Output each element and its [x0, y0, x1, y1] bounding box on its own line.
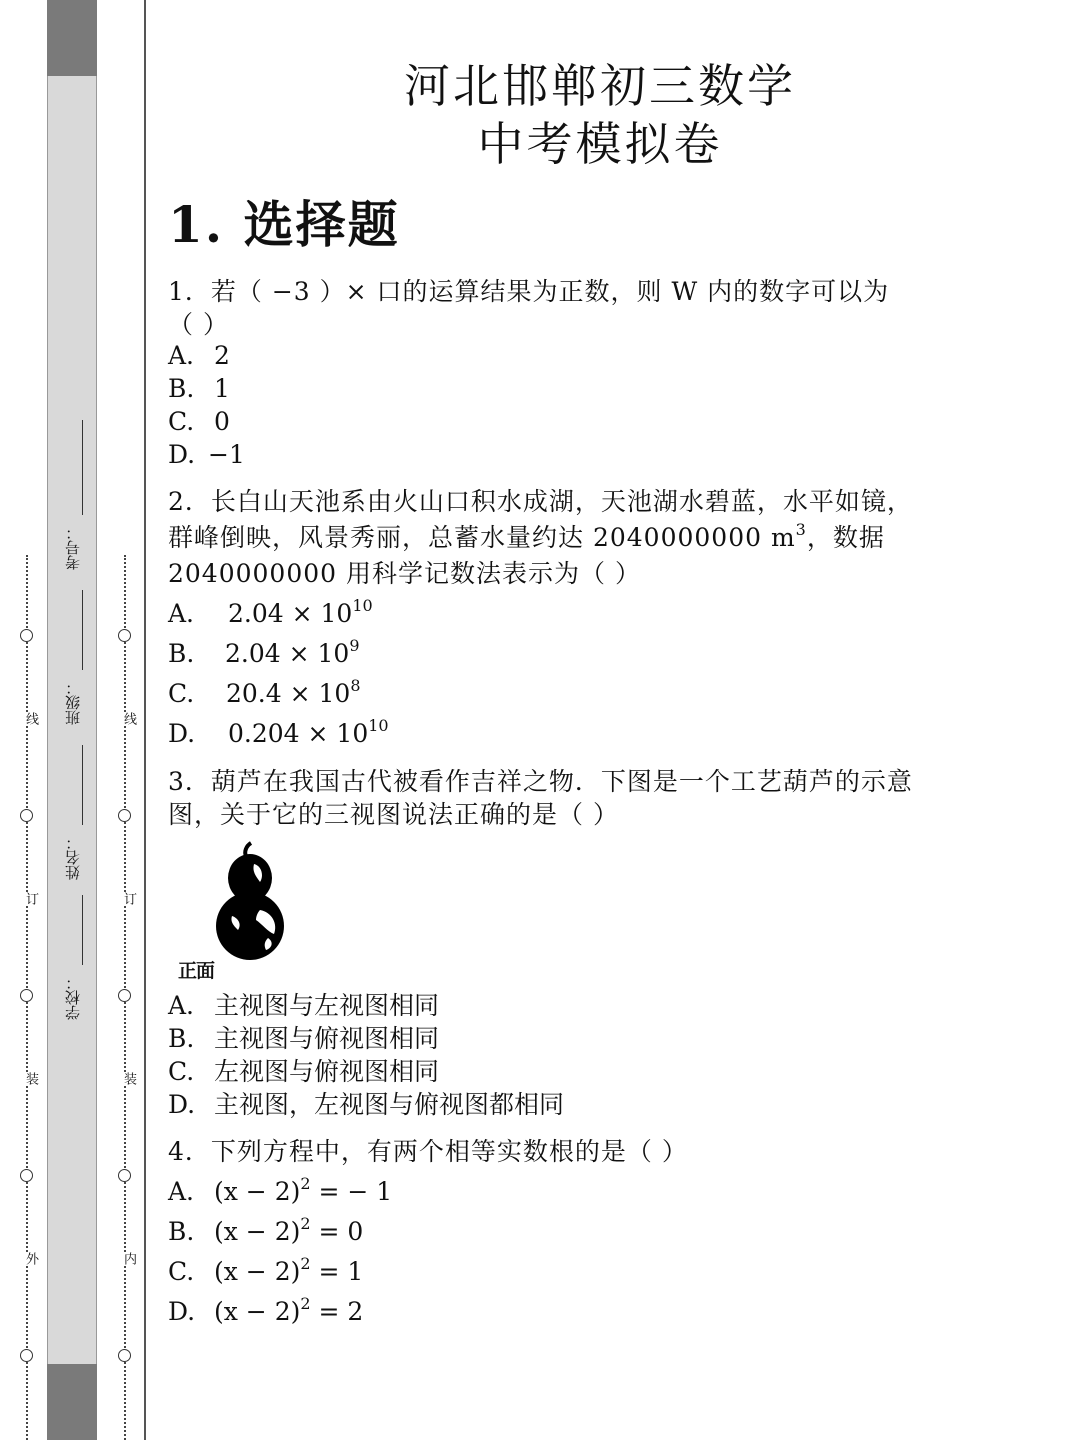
option-4a[interactable]: [168, 1173, 393, 1208]
option-4d[interactable]: [168, 1293, 364, 1328]
seal-char-outer: 线: [16, 712, 38, 725]
exponent: 9: [349, 635, 360, 655]
option-letter: A.: [168, 991, 195, 1020]
option-value: 2: [214, 341, 230, 370]
question-text: 若（ −3 ）× 口的运算结果为正数，则 W 内的数字可以为（ ）: [168, 277, 890, 339]
option-value: 主视图与俯视图相同: [214, 1024, 440, 1053]
seal-ring: [20, 1349, 33, 1362]
class-label: 班级：: [64, 680, 82, 725]
class-line[interactable]: [82, 590, 83, 670]
exponent: 2: [300, 1213, 311, 1233]
exam-number-label: 考号：: [64, 525, 82, 570]
page-subtitle: 中考模拟卷: [477, 117, 723, 171]
option-4b[interactable]: [168, 1213, 364, 1248]
question-text: 下列方程中，有两个相等实数根的是（ ）: [210, 1137, 688, 1166]
option-3a[interactable]: [168, 990, 439, 1022]
option-value: 0: [214, 407, 230, 436]
seal-char-outer: 外: [16, 1252, 38, 1265]
option-value: = 0: [310, 1217, 364, 1246]
binding-bar-top: [47, 0, 97, 76]
question-1: [168, 275, 913, 341]
gourd-figure: [172, 840, 292, 980]
option-letter: D.: [168, 719, 196, 748]
seal-ring: [118, 629, 131, 642]
question-text: 长白山天池系由火山口积水成湖，天池湖水碧蓝，水平如镜，群峰倒映，风景秀丽，总蓄水量约达 2040000000 m: [168, 487, 913, 552]
option-value: 0.204 × 10: [228, 719, 369, 748]
option-value: −1: [208, 440, 245, 469]
question-number: 1．: [168, 277, 211, 306]
option-value: 主视图，左视图与俯视图都相同: [214, 1090, 565, 1119]
exponent: 2: [300, 1173, 311, 1193]
option-value: = − 1: [310, 1177, 393, 1206]
exponent: 10: [352, 595, 373, 615]
exam-number-line[interactable]: [82, 420, 83, 515]
seal-ring: [118, 1169, 131, 1182]
exponent: 2: [300, 1293, 311, 1313]
question-number: 2．: [168, 487, 211, 516]
seal-ring: [20, 989, 33, 1002]
figure-label: 正面: [178, 960, 215, 982]
page-edge-line: [144, 0, 146, 1440]
school-line[interactable]: [82, 895, 83, 965]
option-3c[interactable]: [168, 1056, 439, 1088]
seal-ring: [20, 809, 33, 822]
option-letter: C.: [168, 679, 195, 708]
page-title: 河北邯郸初三数学: [404, 59, 796, 113]
question-text: ，数据 2040000000 用科学记数法表示为（ ）: [168, 523, 885, 588]
option-3d[interactable]: [168, 1089, 564, 1121]
question-3: [168, 765, 913, 831]
option-letter: B.: [168, 1024, 195, 1053]
option-value: 2.04 × 10: [228, 599, 353, 628]
question-text: 葫芦在我国古代被看作吉祥之物．下图是一个工艺葫芦的示意图，关于它的三视图说法正确的是（ ）: [168, 767, 913, 829]
option-letter: D.: [168, 1090, 196, 1119]
question-number: 3．: [168, 767, 211, 796]
seal-char-inner: 订: [114, 892, 136, 905]
seal-char-outer: 订: [16, 892, 38, 905]
option-1d[interactable]: [168, 439, 245, 471]
seal-ring: [118, 989, 131, 1002]
name-line[interactable]: [82, 745, 83, 825]
option-2d[interactable]: [168, 715, 389, 750]
option-value: 20.4 × 10: [226, 679, 351, 708]
option-letter: A.: [168, 1177, 195, 1206]
exponent: 2: [300, 1253, 311, 1273]
binding-margin: [0, 0, 146, 1440]
option-value: = 2: [310, 1297, 364, 1326]
question-number: 4．: [168, 1137, 211, 1166]
seal-ring: [20, 629, 33, 642]
option-letter: C.: [168, 407, 195, 436]
option-letter: B.: [168, 639, 195, 668]
exponent: 8: [350, 675, 361, 695]
option-letter: B.: [168, 1217, 195, 1246]
option-letter: B.: [168, 374, 195, 403]
option-value: (x − 2): [214, 1297, 301, 1326]
option-value: 1: [214, 374, 230, 403]
option-1b[interactable]: [168, 373, 230, 405]
question-2: [168, 484, 913, 592]
superscript: 3: [795, 519, 807, 539]
binding-bar-bottom: [47, 1364, 97, 1440]
seal-char-inner: 线: [114, 712, 136, 725]
option-letter: A.: [168, 341, 195, 370]
section-heading: 1. 选择题: [168, 195, 400, 254]
option-2b[interactable]: [168, 635, 360, 670]
option-value: (x − 2): [214, 1217, 301, 1246]
option-3b[interactable]: [168, 1023, 439, 1055]
name-label: 姓名：: [64, 835, 82, 880]
option-value: (x − 2): [214, 1257, 301, 1286]
option-1a[interactable]: [168, 340, 230, 372]
option-letter: C.: [168, 1257, 195, 1286]
question-4: [168, 1135, 913, 1168]
seal-char-outer: 装: [16, 1072, 38, 1085]
seal-ring: [118, 1349, 131, 1362]
option-value: 左视图与俯视图相同: [214, 1057, 440, 1086]
seal-char-inner: 装: [114, 1072, 136, 1085]
option-value: 2.04 × 10: [225, 639, 350, 668]
seal-ring: [118, 809, 131, 822]
option-letter: A.: [168, 599, 195, 628]
option-value: = 1: [310, 1257, 364, 1286]
option-letter: D.: [168, 440, 196, 469]
option-1c[interactable]: [168, 406, 230, 438]
option-2a[interactable]: [168, 595, 373, 630]
option-4c[interactable]: [168, 1253, 364, 1288]
option-value: 主视图与左视图相同: [214, 991, 440, 1020]
exponent: 10: [368, 715, 389, 735]
seal-char-inner: 内: [114, 1252, 136, 1265]
option-2c[interactable]: [168, 675, 361, 710]
option-letter: C.: [168, 1057, 195, 1086]
school-label: 学校：: [64, 975, 82, 1020]
option-letter: D.: [168, 1297, 196, 1326]
seal-ring: [20, 1169, 33, 1182]
option-value: (x − 2): [214, 1177, 301, 1206]
